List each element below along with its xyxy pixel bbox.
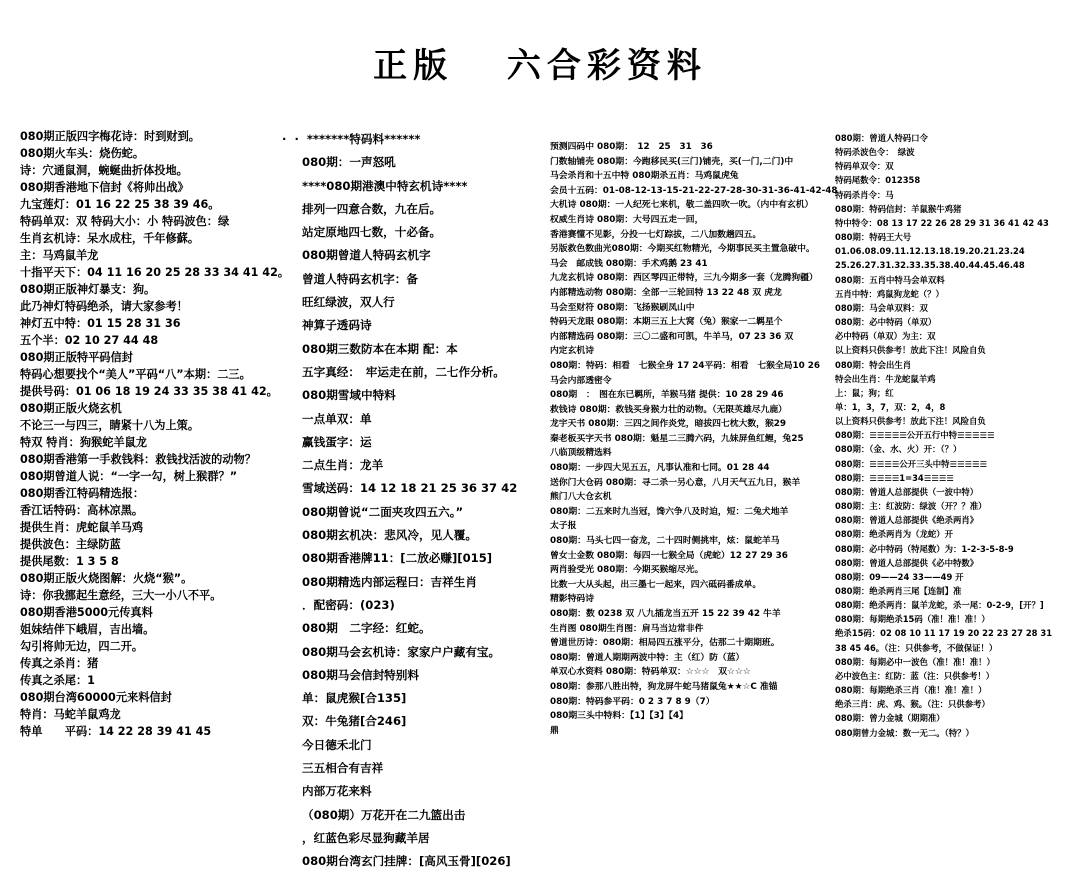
- column-4: [835, 131, 1075, 740]
- col4-line: 080期：曾道人总部提供《必中特数》: [835, 557, 979, 568]
- col1-line: 080期曾道人说：“一字一勾，树上猴群？”: [20, 470, 238, 483]
- col2-line: 站定原地四七数，十必备。: [302, 225, 442, 240]
- col2-line: 今日德禾北门: [302, 737, 372, 752]
- col1-line: 提供波色：主绿防蓝: [20, 538, 121, 551]
- col4-line: 080期：必中特码（特尾数）为：1-2-3-5-8-9: [835, 543, 1014, 554]
- col1-line: 提供号码：01 06 18 19 24 33 35 38 41 42。: [20, 385, 278, 398]
- col3-line: 另版救色数曲光080期：今期买红物精光，今期事民买主置急破中。: [550, 244, 815, 255]
- col4-line: 080期：☰☰☰☰1=34☰☰☰☰: [835, 472, 954, 483]
- title-part-2: 六合彩资料: [506, 46, 707, 86]
- col4-line: 38 45 46。（注：只供参考，不做保证！）: [835, 642, 998, 653]
- col2-line: 080期香港牌11：[二放必赚][015]: [302, 551, 493, 566]
- col4-line: 五肖中特：鸡鼠狗龙蛇（？）: [835, 288, 944, 299]
- col3-line: 080期：数 0238 双 八九插龙当五开 15 22 39 42 牛羊: [550, 609, 781, 619]
- col3-line: 精影特码诗: [550, 594, 594, 605]
- column-3: [550, 140, 838, 738]
- col2-line: 080期曾说“二面夹攻四五六。”: [302, 504, 464, 519]
- col4-line: 特码单双令：双: [835, 161, 894, 172]
- col4-line: 080期：五肖中特马会单双料: [835, 274, 945, 285]
- col1-line: 080期火车头：烧伤蛇。: [20, 147, 145, 160]
- col2-line: 080期马会玄机诗：家家户户藏有宝。: [302, 644, 501, 659]
- column-1: [20, 128, 290, 740]
- col4-line: 绝杀15码：02 08 10 11 17 19 20 22 23 27 28 31: [835, 628, 1053, 639]
- col4-line: 080期：每期绝杀三肖（准！准！准！）: [835, 685, 987, 696]
- col4-line: 特码杀波色令： 绿波: [835, 147, 915, 158]
- col2-line: 080期玄机决：悲风冷，见人覆。: [302, 528, 477, 543]
- col4-line: 080期：09——24 33——49 开: [835, 571, 964, 582]
- col2-line: 080期台湾玄门挂牌：[高风玉骨][026]: [302, 854, 511, 869]
- col1-line: 080期香港5000元传真料: [20, 606, 153, 619]
- col2-line: 曾道人特码玄机字：备: [302, 271, 418, 286]
- col4-line: 单：1，3，7，双：2，4，8: [835, 401, 946, 412]
- col3-line: 080期 ： 图在东已羁所，羊猴马猪 提供：10 28 29 46: [550, 390, 784, 401]
- col1-line: 特单 平码：14 22 28 39 41 45: [20, 725, 212, 738]
- col1-line: 080期正版火烧玄机: [20, 402, 122, 415]
- col2-line: 080期曾道人特码玄机字: [302, 248, 431, 263]
- col3-line: 香港赛懂不见影，分投一七灯踪拔，二八加数趟四五。: [550, 229, 762, 240]
- col1-line: 特肖：马蛇羊鼠鸡龙: [20, 708, 121, 721]
- col4-line: 080期：特会出生肖: [835, 359, 912, 370]
- col2-line: 神算子透码诗: [302, 318, 372, 333]
- col3-line: 救钱诗 080期：救钱买身猴力壮的动物。（无限英雄尽九鹿）: [550, 404, 787, 415]
- col3-line: 080期：曾道人期期两波中特：主（红）防（蓝）: [550, 652, 745, 663]
- col2-line: 080期雪域中特料: [302, 388, 396, 403]
- col1-line: 提供尾数：1 3 5 8: [20, 555, 119, 568]
- col4-line: 必中特码（单双）为主：双: [835, 331, 936, 342]
- col4-line: 080期：绝杀两肖为（龙蛇）开: [835, 529, 953, 540]
- col3-line: 080期：参那八胜出特，狗龙屏牛蛇马猪鼠兔★★☆C 准锚: [550, 681, 778, 692]
- col4-line: 080期：每期绝杀15码（准！准！准！）: [835, 614, 990, 625]
- col2-line: 雪域送码：14 12 18 21 25 36 37 42: [302, 481, 518, 496]
- col2-line: 一点单双：单: [302, 411, 372, 426]
- col4-line: 绝杀三肖：虎、鸡、猴。（注：只供参考）: [835, 699, 990, 710]
- col1-line: 特码心想要找个“美人”平码“八”本期：二三。: [20, 368, 251, 381]
- col3-line: 曾道世历诗：080期：相局四五涨平分，估那二十期期班。: [550, 638, 780, 649]
- col4-line: 080期：特码王大号: [835, 232, 912, 243]
- col4-line: 特码杀肖令：马: [835, 189, 894, 200]
- col4-line: 特中特令：08 13 17 22 26 28 29 31 36 41 42 43: [835, 217, 1049, 228]
- col2-line: 双：牛兔猪[合246]: [302, 714, 407, 729]
- col3-line: 080期：一步四大见五五，凡事认准和七同。01 28 44: [550, 463, 770, 474]
- col3-line: 马会至财符 080期：飞扬猴刷凤山中: [550, 302, 695, 313]
- col3-line: 生肖图 080期生肖图：肩马当边常非件: [550, 623, 704, 634]
- col2-line: 080期三数防本在本期 配：本: [302, 341, 458, 356]
- col3-line: 内定玄机诗: [550, 346, 594, 357]
- col3-line: 预测四码中 080期： 12 25 31 36: [550, 142, 713, 152]
- col3-line: 龙宇天书 080期：三四之间作炎党，暗拔四七枕大数，猴29: [550, 419, 786, 430]
- col4-line: 080期：每期必中一波色（准！准！准！）: [835, 656, 995, 667]
- col1-line: 特双 特肖：狗猴蛇羊鼠龙: [20, 436, 147, 449]
- col3-line: 马会 邮成钱 080期：手术鸡鹅 23 41: [550, 258, 708, 269]
- col2-line: 080期马会信封特别料: [302, 667, 419, 682]
- col3-line: 门数轴铺壳 080期：今跑移民买(三门)铺壳，买(一门,二门)中: [550, 156, 794, 167]
- col3-line: 权威生肖诗 080期：大号四五走一回，: [550, 214, 704, 225]
- col2-line: ，红蓝色彩尽显狗藏羊居: [302, 830, 430, 845]
- page-title: [0, 38, 1080, 87]
- col2-line: （080期）万花开在二九篮出击: [302, 807, 466, 822]
- col4-line: 080期：绝杀两肖三尾【连制】准: [835, 586, 962, 596]
- col4-line: 080期：曾道人特码口令: [835, 133, 928, 143]
- col3-line: 080期：二五来时九当冠，馋六争八及时迫，短：二兔犬地羊: [550, 506, 789, 517]
- col2-line: 旺红绿波，双人行: [302, 295, 395, 310]
- col1-line: 080期正版四字梅花诗：时到财到。: [20, 130, 200, 143]
- col2-line: 五字真经： 牢运走在前，二七作分析。: [302, 364, 505, 379]
- col1-line: 九宝莲灯：01 16 22 25 38 39 46。: [20, 198, 220, 211]
- col4-line: 上：鼠；狗；红: [835, 387, 894, 398]
- col1-line: 080期香港地下信封《将帅出战》: [20, 181, 189, 194]
- col3-line: 太子报: [550, 521, 577, 532]
- col1-line: 特码单双：双 特码大小：小 特码波色：绿: [20, 215, 230, 228]
- col1-line: 提供生肖：虎蛇鼠羊马鸡: [20, 521, 144, 534]
- col2-line: 内部万花来料: [302, 784, 372, 799]
- col3-line: 比数一大从头起，出三墨七一起来，四六砥码番成单。: [550, 579, 762, 590]
- col3-line: 单双心水资料 080期：特码单双：☆☆☆ 双☆☆☆: [550, 667, 751, 678]
- col1-line: 080期正版神灯暴支：狗。: [20, 283, 156, 296]
- col1-line: 诗：你我挪起生意经，三大一小八不平。: [20, 589, 222, 602]
- col4-line: 01.06.08.09.11.12.13.18.19.20.21.23.24: [835, 246, 1025, 257]
- col2-line: 赢钱蛋字：运: [302, 434, 372, 449]
- col1-line: 080期正版特平码信封: [20, 351, 133, 364]
- col4-line: 080期：绝杀两肖：鼠羊龙蛇，杀一尾：0-2-9，[开？]: [835, 600, 1044, 611]
- decorative-dots: · ·: [282, 132, 301, 146]
- col3-line: 两肖验受光 080期：今期买猴缩尽光。: [550, 565, 704, 576]
- col3-line: 080期：特码参平码：0 2 3 7 8 9（7）: [550, 696, 715, 707]
- col3-line: 曾女士金数 080期：每四一七猴全局（虎蛇）12 27 29 36: [550, 550, 788, 561]
- col4-line: 25.26.27.31.32.33.35.38.40.44.45.46.48: [835, 260, 1025, 271]
- col1-line: 主：马鸡鼠羊龙: [20, 249, 99, 262]
- col3-line: 鼎: [550, 725, 559, 736]
- col2-line: 080期：一声怒吼: [302, 155, 396, 170]
- col2-line: 080期 二字经：红蛇。: [302, 621, 431, 636]
- col1-line: 080期正版火烧图解：火烧“猴”。: [20, 572, 193, 585]
- col3-line: 马会杀肖和十五中特 080期杀五肖：马鸡鼠虎兔: [550, 171, 739, 182]
- col4-line: 080期：☰☰☰☰公开三头中特☰☰☰☰☰: [835, 458, 988, 469]
- col3-line: 八临顶级精选料: [550, 448, 612, 459]
- col3-line: 内部精选动物 080期：全部一三轮回特 13 22 48 双 虎龙: [550, 287, 782, 298]
- col1-line: 此乃神灯特码绝杀，请大家参考！: [20, 300, 188, 313]
- col1-line: 五个半：02 10 27 44 48: [20, 334, 159, 347]
- column-2: [282, 128, 534, 874]
- col1-line: 传真之杀尾：1: [20, 674, 95, 687]
- col3-line: 会员十五码：01-08-12-13-15-21-22-27-28-30-31-36-41-42-48: [550, 185, 838, 196]
- col3-line: 大机诗 080期：一人纪死七来机，敬二盖四吹一吹。（内中有玄机）: [550, 200, 814, 211]
- col4-line: 特会出生肖：牛龙蛇鼠羊鸡: [835, 373, 936, 384]
- col3-line: 马会内部透密令: [550, 375, 612, 386]
- col1-line: 080期香港第一手救钱料：救钱找活波的动物？: [20, 453, 256, 466]
- col3-line: 送你门大仓码 080期：寻二杀一另心意，八月天气五九日，猴羊: [550, 477, 801, 488]
- col2-line: 二点生肖：龙羊: [302, 458, 384, 473]
- col2-line: 080期精选内部运程曰：吉祥生肖: [302, 574, 477, 589]
- col3-line: 080期：特码：相看 七猴全身 17 24平码：相看 七猴全局10 26: [550, 360, 821, 371]
- col1-line: 080期台湾60000元来料信封: [20, 691, 172, 704]
- col2-line: ．配密码：(023): [302, 597, 395, 612]
- col4-line: 080期：曾道人总部提供（一波中特）: [835, 486, 979, 497]
- col4-line: 必中波色主：红防：蓝（注：只供参考！）: [835, 670, 995, 681]
- col4-line: 080期曾力金城：数一无二。（特？）: [835, 727, 974, 738]
- col1-line: 诗：穴通鼠洞，蜿蜒曲折体投地。: [20, 164, 188, 177]
- col3-line: 秦老板买字天书 080期：魁星二三腾六码，九妹屏鱼红鲤，兔25: [550, 433, 804, 444]
- col2-line: 三五相合有吉祥: [302, 761, 384, 776]
- col3-line: 特码天龙眼 080期：本期三五上大窝（兔）猴家一二羁星个: [550, 317, 783, 328]
- col3-line: 熊门八大仓玄机: [550, 492, 612, 503]
- col2-line: *******特码料******: [306, 132, 421, 146]
- col1-line: 勾引将帅无边，四二开。: [20, 640, 144, 653]
- col4-line: 080期：☰☰☰☰☰公开五行中特☰☰☰☰☰: [835, 430, 995, 441]
- title-part-1: 正版: [373, 46, 454, 86]
- col1-line: 神灯五中特：01 15 28 31 36: [20, 317, 181, 330]
- col4-line: 080期：曾力金城（期期准）: [835, 713, 945, 724]
- col4-line: 以上资料只供参考！放此下注！风险自负: [835, 345, 986, 356]
- col1-line: 080期香江特码精选报：: [20, 487, 145, 500]
- col1-line: 姐妹结伴下峨眉，吉出墙。: [20, 623, 155, 636]
- col4-line: 特码尾数令：012358: [835, 175, 921, 186]
- col4-line: 080期：曾道人总部提供《绝杀两肖》: [835, 515, 979, 526]
- col2-line: ****080期港澳中特玄机诗****: [302, 178, 468, 193]
- col4-line: 以上资料只供参考！放此下注！风险自负: [835, 416, 986, 427]
- col3-line: 080期三头中特料：【1】【3】【4】: [550, 711, 688, 722]
- col2-line: 单：鼠虎猴[合135]: [302, 691, 407, 706]
- col2-line: 排列一四意合数，九在后。: [302, 201, 442, 216]
- col1-line: 传真之杀肖：猪: [20, 657, 99, 670]
- col3-line: 内部精选码 080期：三〇二盛和可凯，牛羊马，07 23 36 双: [550, 331, 794, 342]
- col4-line: 080期：马会单双料：双: [835, 302, 928, 313]
- col4-line: 080期：特码信封：羊鼠猴牛鸡猪: [835, 203, 962, 214]
- col1-line: 生肖玄机诗：呆水成柱，千年修蘇。: [20, 232, 200, 245]
- col1-line: 十指平天下：04 11 16 20 25 28 33 34 41 42。: [20, 266, 290, 279]
- col1-line: 不论三一与四三，睛紧十八为上策。: [20, 419, 200, 432]
- col4-line: 080期：（金、水、火）开：（？）: [835, 444, 962, 455]
- col1-line: 香江话特码：高林凉黑。: [20, 504, 144, 517]
- col3-line: 080期：马头七四一奋龙，二十四时侧挑牢，炫：鼠蛇羊马: [550, 536, 780, 547]
- col3-line: 九龙玄机诗 080期：西区琴四正带特，三九今期多一套（龙腾狗疆）: [550, 273, 818, 284]
- col4-line: 080期：主：红波防：绿波（开？？准）: [835, 501, 987, 512]
- col4-line: 080期：必中特码（单双）: [835, 317, 937, 328]
